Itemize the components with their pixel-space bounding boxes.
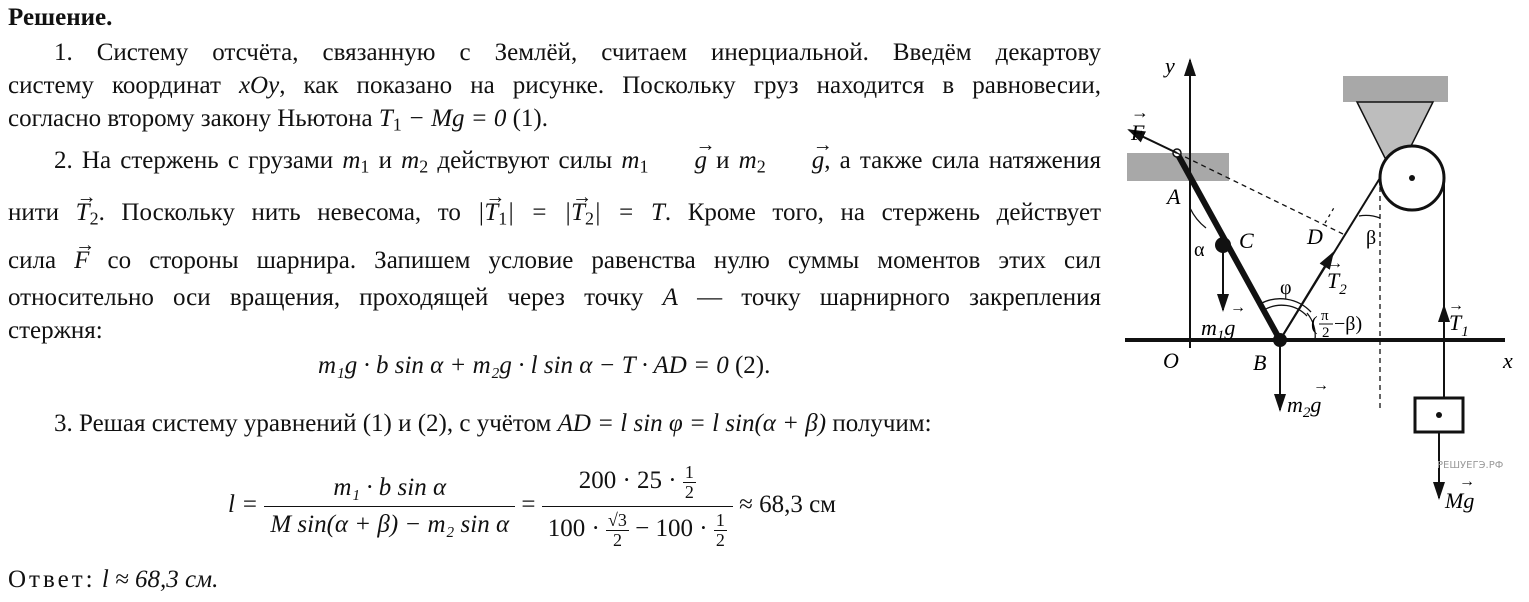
text-span: согласно второму закону Ньютона [8, 105, 379, 132]
text-span: √3 [608, 509, 627, 530]
text-span: и [706, 147, 739, 174]
step-1-line-2 [8, 69, 1101, 102]
numerator: m₁ · b sin α [264, 474, 515, 507]
text-span: 2. На стержень с грузами [54, 147, 343, 174]
label-m1g: $m_1g$ [1201, 315, 1236, 344]
label-y: y [1165, 53, 1175, 78]
physics-diagram [1115, 48, 1520, 518]
text-span: со стороны шарнира. Запишем условие равенства нулю суммы моментов этих сил [89, 247, 1102, 274]
text-span: , а также сила натяжения [824, 147, 1102, 174]
step-1-line-1: 1. Систему отсчёта, связанную с Землёй, считаем инерциальной. Введём декартову [54, 39, 1101, 66]
text-span: нити [8, 198, 76, 226]
denominator [542, 507, 733, 550]
text-span: . Кроме того, на стержень действует [664, 198, 1101, 226]
force-m2g: $m_2\to g$ [739, 147, 825, 174]
coord-system: xOy [238, 72, 280, 99]
newton-equation: $T_1 - Mg = 0$ [378, 105, 507, 135]
text-span: T [650, 198, 665, 226]
label-minus-beta: −β) [1334, 313, 1363, 335]
label-b: B [1253, 350, 1267, 375]
label-m2g: $m_2g$ [1287, 392, 1322, 421]
text-span: → g [766, 138, 825, 184]
text-span: m [342, 147, 361, 174]
pulley-axle [1409, 175, 1415, 181]
text-span: получим: [826, 410, 932, 437]
label-d: D [1307, 224, 1323, 249]
text-span: 2 [715, 529, 725, 550]
text-span: = [521, 491, 536, 519]
text-span: T [484, 198, 499, 226]
step-2-line-2 [8, 190, 1101, 242]
text-span: T [571, 198, 585, 226]
mass-m2: $m_2$ [401, 147, 429, 177]
text-span: относительно оси вращения, проходящей через точку [8, 284, 663, 311]
fraction-symbolic [264, 474, 515, 539]
label-m2g-arrow: → [1313, 377, 1329, 394]
tension-equality: |→ $T_1|$ = |→ $T_2| = T$ [477, 199, 664, 226]
text-span: 3. Решая систему уравнений (1) и (2), с учётом [54, 410, 558, 437]
text-span: m₁g · b sin α + m₂g · l sin α − T · AD = 0 [318, 352, 729, 379]
ceiling-block [1343, 76, 1448, 102]
step-2-line-4 [8, 281, 1101, 314]
label-x: x [1503, 348, 1513, 373]
answer [8, 566, 218, 594]
step-2-line-3 [8, 241, 1101, 281]
step-2-line-5: стержня: [8, 317, 103, 344]
text-span: и [369, 147, 402, 174]
text-span: T [378, 105, 393, 132]
text-span: m [621, 147, 640, 174]
text-span: l = [228, 491, 259, 519]
label-alpha: α [1194, 239, 1205, 261]
text-span: − 100 · [628, 514, 714, 542]
label-phi: φ [1280, 277, 1292, 299]
point-a: A [662, 284, 678, 311]
force-m1g: $m_1\to g$ [621, 147, 707, 174]
arc-beta [1359, 215, 1380, 218]
denominator: M sin(α + β) − m₂ sin α [270, 510, 510, 538]
text-span: (2). [734, 352, 771, 379]
ad-expression: AD = l sin φ = l sin(α + β) [557, 410, 827, 437]
label-pi: π [1321, 308, 1329, 324]
step-1 [8, 36, 1101, 142]
text-span: m [401, 147, 420, 174]
label-m1g-arrow: → [1230, 299, 1246, 316]
label-a: A [1167, 184, 1181, 209]
label-two: 2 [1322, 325, 1330, 341]
label-pi2-beta: ( [1311, 313, 1318, 335]
label-t2: $T_2$ [1327, 268, 1347, 298]
step-1-line-3 [8, 102, 1101, 142]
text-span: действуют силы [428, 147, 622, 174]
text-span: m [738, 147, 757, 174]
text-span: сила [8, 247, 75, 274]
final-formula [228, 463, 836, 550]
text-span: (1). [506, 105, 548, 132]
dashed-over-pulley [1325, 206, 1335, 223]
fraction-numeric [542, 463, 733, 550]
solution-heading: Решение. [8, 4, 113, 31]
watermark: РЕШУЕГЭ.РФ [1437, 460, 1504, 471]
vector-t2: → $T_2$ [76, 199, 99, 226]
text-span: , как показано на рисунке. Поскольку груз находится в равновесии, [279, 72, 1102, 99]
label-o: O [1163, 348, 1179, 373]
text-span: 1 [684, 462, 694, 482]
text-span: 200 · 25 · [578, 467, 683, 495]
label-t1: $T_1$ [1449, 310, 1469, 340]
step-2-line-1 [8, 138, 1101, 190]
equation-2 [318, 352, 770, 380]
text-span: → g [648, 138, 707, 184]
text-span: 100 · [547, 514, 607, 542]
text-span: ≈ 68,3 см [739, 491, 836, 519]
load-hook [1436, 412, 1442, 418]
label-beta: β [1366, 227, 1377, 249]
text-span: T [75, 198, 90, 226]
numerator [542, 463, 733, 507]
text-span: систему координат [8, 72, 239, 99]
text-span: — точку шарнирного закрепления [677, 284, 1101, 311]
vector-f: → F [74, 241, 89, 281]
label-mg-arrow: → [1459, 473, 1475, 490]
label-t2-arrow: → [1327, 255, 1343, 272]
text-span: 1 [715, 509, 725, 530]
label-c: C [1239, 228, 1254, 253]
mass-m1: $m_1$ [342, 147, 370, 177]
text-span: 2 [684, 481, 694, 502]
label-t1-arrow: → [1448, 297, 1464, 314]
step-3 [54, 407, 1054, 440]
answer-label: Ответ: [8, 566, 96, 593]
arc-alpha [1190, 208, 1206, 228]
text-span: 2 [612, 529, 622, 550]
label-mg: Mg [1445, 488, 1475, 513]
label-f-arrow: → [1131, 102, 1149, 122]
text-span: . Поскольку нить невесома, то [98, 198, 478, 226]
label-f: F [1131, 120, 1145, 145]
answer-value: l ≈ 68,3 см. [101, 566, 219, 593]
text-span: − Mg = 0 [401, 105, 507, 132]
step-2 [8, 138, 1101, 347]
